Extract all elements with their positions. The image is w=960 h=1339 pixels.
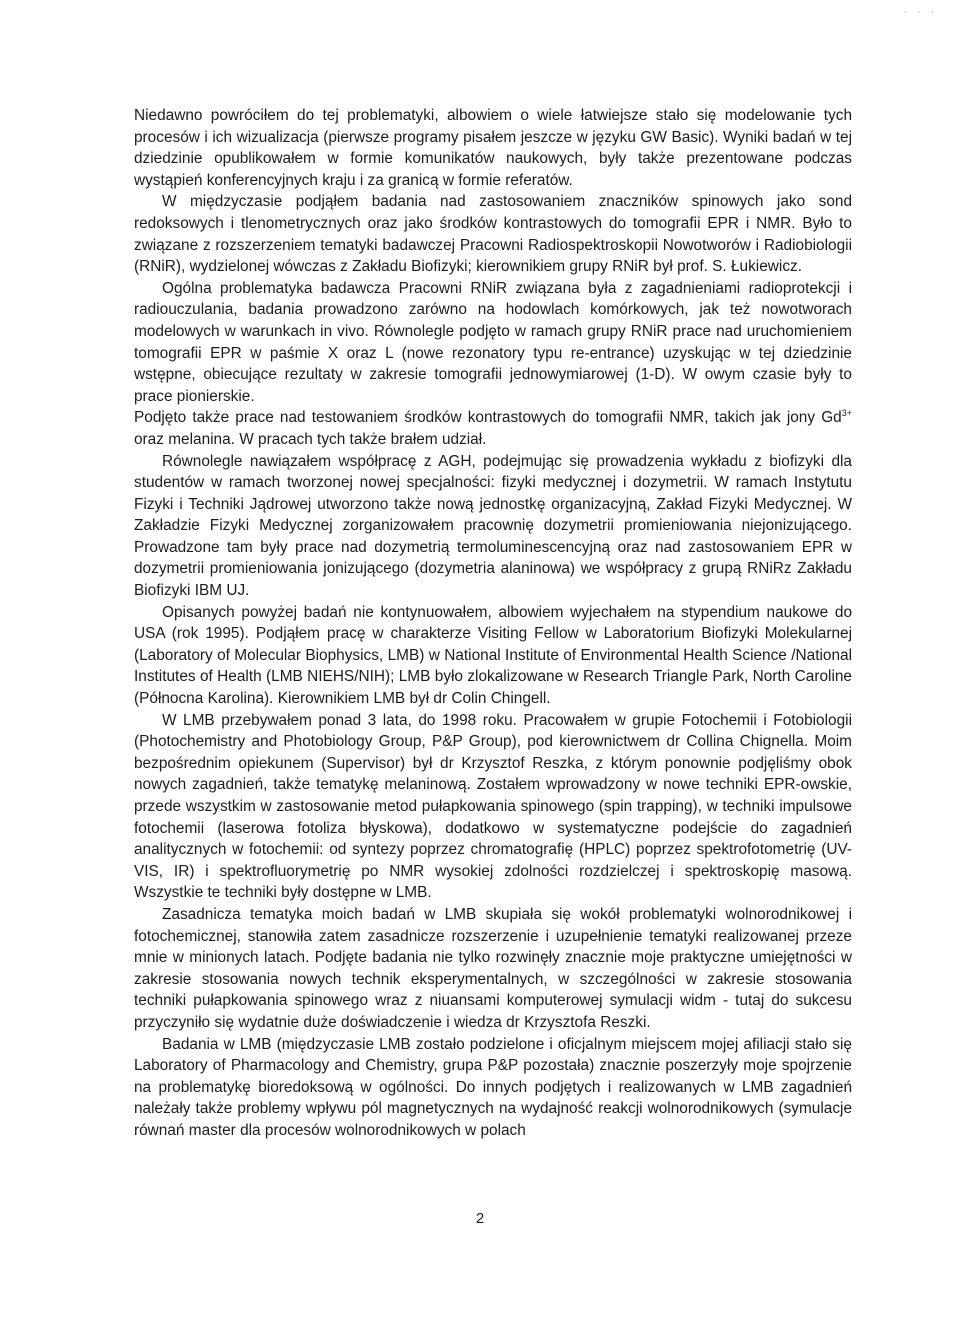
scan-artifact-marks: · · · xyxy=(903,8,938,18)
paragraph-1: Niedawno powróciłem do tej problematyki, albowiem o wiele łatwiejsze stało się modelowanie tych procesów i ich wizualizacja (pierwsze programy pisałem jeszcze w języku GW Basic). Wyniki badań w tej dziedzinie opublikowałem w formie komunikatów naukowych, były także prezentowane podczas wystąpień konferencyjnych kraju i za granicą w formie referatów. xyxy=(134,107,852,189)
paragraph-4-text-b: oraz melanina. W pracach tych także brałem udział. xyxy=(134,430,487,448)
paragraph-4-text-a: Podjęto także prace nad testowaniem środków kontrastowych do tomografii NMR, takich jak jony Gd xyxy=(134,409,842,427)
paragraph-4 xyxy=(134,407,852,450)
paragraph-3: Ogólna problematyka badawcza Pracowni RNiR związana była z zagadnieniami radioprotekcji i radiouczulania, badania prowadzono zarówno na hodowlach komórkowych, jak też nowotworach modelowych w warunkach in vivo. Równolegle podjęto w ramach grupy RNiR prace nad uruchomieniem tomografii EPR w paśmie X oraz L (nowe rezonatory typu re-entrance) uzyskując w tej dziedzinie wstępne, obiecujące rezultaty w zakresie tomografii jednowymiarowej (1-D). W owym czasie były to prace pionierskie. xyxy=(134,279,852,405)
paragraph-6: Opisanych powyżej badań nie kontynuowałem, albowiem wyjechałem na stypendium naukowe do USA (rok 1995). Podjąłem pracę w charakterze Visiting Fellow w Laboratorium Biofizyki Molekularnej (Laboratory of Molecular Biophysics, LMB) w National Institute of Environmental Health Science /National Institutes of Health (LMB NIEHS/NIH); LMB było zlokalizowane w Research Triangle Park, North Caroline (Północna Karolina). Kierownikiem LMB był dr Colin Chingell. xyxy=(134,603,852,708)
gd-superscript: 3+ xyxy=(841,408,852,419)
paragraph-9: Badania w LMB (międzyczasie LMB zostało podzielone i oficjalnym miejscem mojej afiliacji stało się Laboratory of Pharmacology and Chemistry, grupa P&P pozostała) znacznie poszerzyły moje spojrzenie na problematykę bioredoksową w ogólności. Do innych podjętych i realizowanych w LMB zagadnień należały także problemy wpływu pól magnetycznych na wydajność reakcji wolnorodnikowych (symulacje równań master dla procesów wolnorodnikowych w polach xyxy=(134,1035,852,1139)
paragraph-8: Zasadnicza tematyka moich badań w LMB skupiała się wokół problematyki wolnorodnikowej i fotochemicznej, stanowiła zatem zasadnicze rozszerzenie i uzupełnienie tematyki realizowanej przeze mnie w minionych latach. Podjęte badania nie tylko rozwinęły znacznie moje praktyczne umiejętności w zakresie stosowania nowych technik eksperymentalnych, w szczególności w zakresie stosowania techniki pułapkowania spinowego wraz z niuansami komputerowej symulacji widm - tutaj do sukcesu przyczyniło się wydatnie duże doświadczenie i wiedza dr Krzysztofa Reszki. xyxy=(134,905,852,1031)
page-number: 2 xyxy=(475,1210,485,1227)
document-body xyxy=(134,105,852,1142)
paragraph-2: W międzyczasie podjąłem badania nad zastosowaniem znaczników spinowych jako sond redoksowych i tlenometrycznych oraz jako środków kontrastowych do tomografii EPR i NMR. Było to związane z rozszerzeniem tematyki badawczej Pracowni Radiospektroskopii Nowotworów i Radiobiologii (RNiR), wydzielonej wówczas z Zakładu Biofizyki; kierownikiem grupy RNiR był prof. S. Łukiewicz. xyxy=(134,193,852,276)
paragraph-7: W LMB przebywałem ponad 3 lata, do 1998 roku. Pracowałem w grupie Fotochemii i Fotobiologii (Photochemistry and Photobiology Group, P&P Group), pod kierownictwem dr Collina Chignella. Moim bezpośrednim opiekunem (Supervisor) był dr Krzysztof Reszka, z którym ponownie podjęliśmy obok nowych zagadnień, także tematykę melaninową. Zostałem wprowadzony w nowe techniki EPR-owskie, przede wszystkim w zastosowanie metod pułapkowania spinowego (spin trapping), w techniki impulsowe fotochemii (laserowa fotoliza błyskowa), dodatkowo w systematyczne podejście do zagadnień analitycznych w fotochemii: od syntezy poprzez chromatografię (HPLC) poprzez spektrofotometrię (UV-VIS, IR) i spektrofluorymetrię po NMR wysokiej zdolności rozdzielczej i spektroskopię masową. Wszystkie te techniki były dostępne w LMB. xyxy=(134,711,852,902)
paragraph-5: Równolegle nawiązałem współpracę z AGH, podejmując się prowadzenia wykładu z biofizyki dla studentów w ramach tworzonej nowej specjalności: fizyki medycznej i dozymetrii. W ramach Instytutu Fizyki i Techniki Jądrowej utworzono także nową jednostkę organizacyjną, Zakład Fizyki Medycznej. W Zakładzie Fizyki Medycznej zorganizowałem pracownię dozymetrii promieniowania niejonizującego. Prowadzone tam były prace nad dozymetrią termoluminescencyjną oraz nad zastosowaniem EPR w dozymetrii promieniowania jonizującego (dozymetria alaninowa) we współpracy z grupą RNiRz Zakładu Biofizyki IBM UJ. xyxy=(134,452,852,600)
